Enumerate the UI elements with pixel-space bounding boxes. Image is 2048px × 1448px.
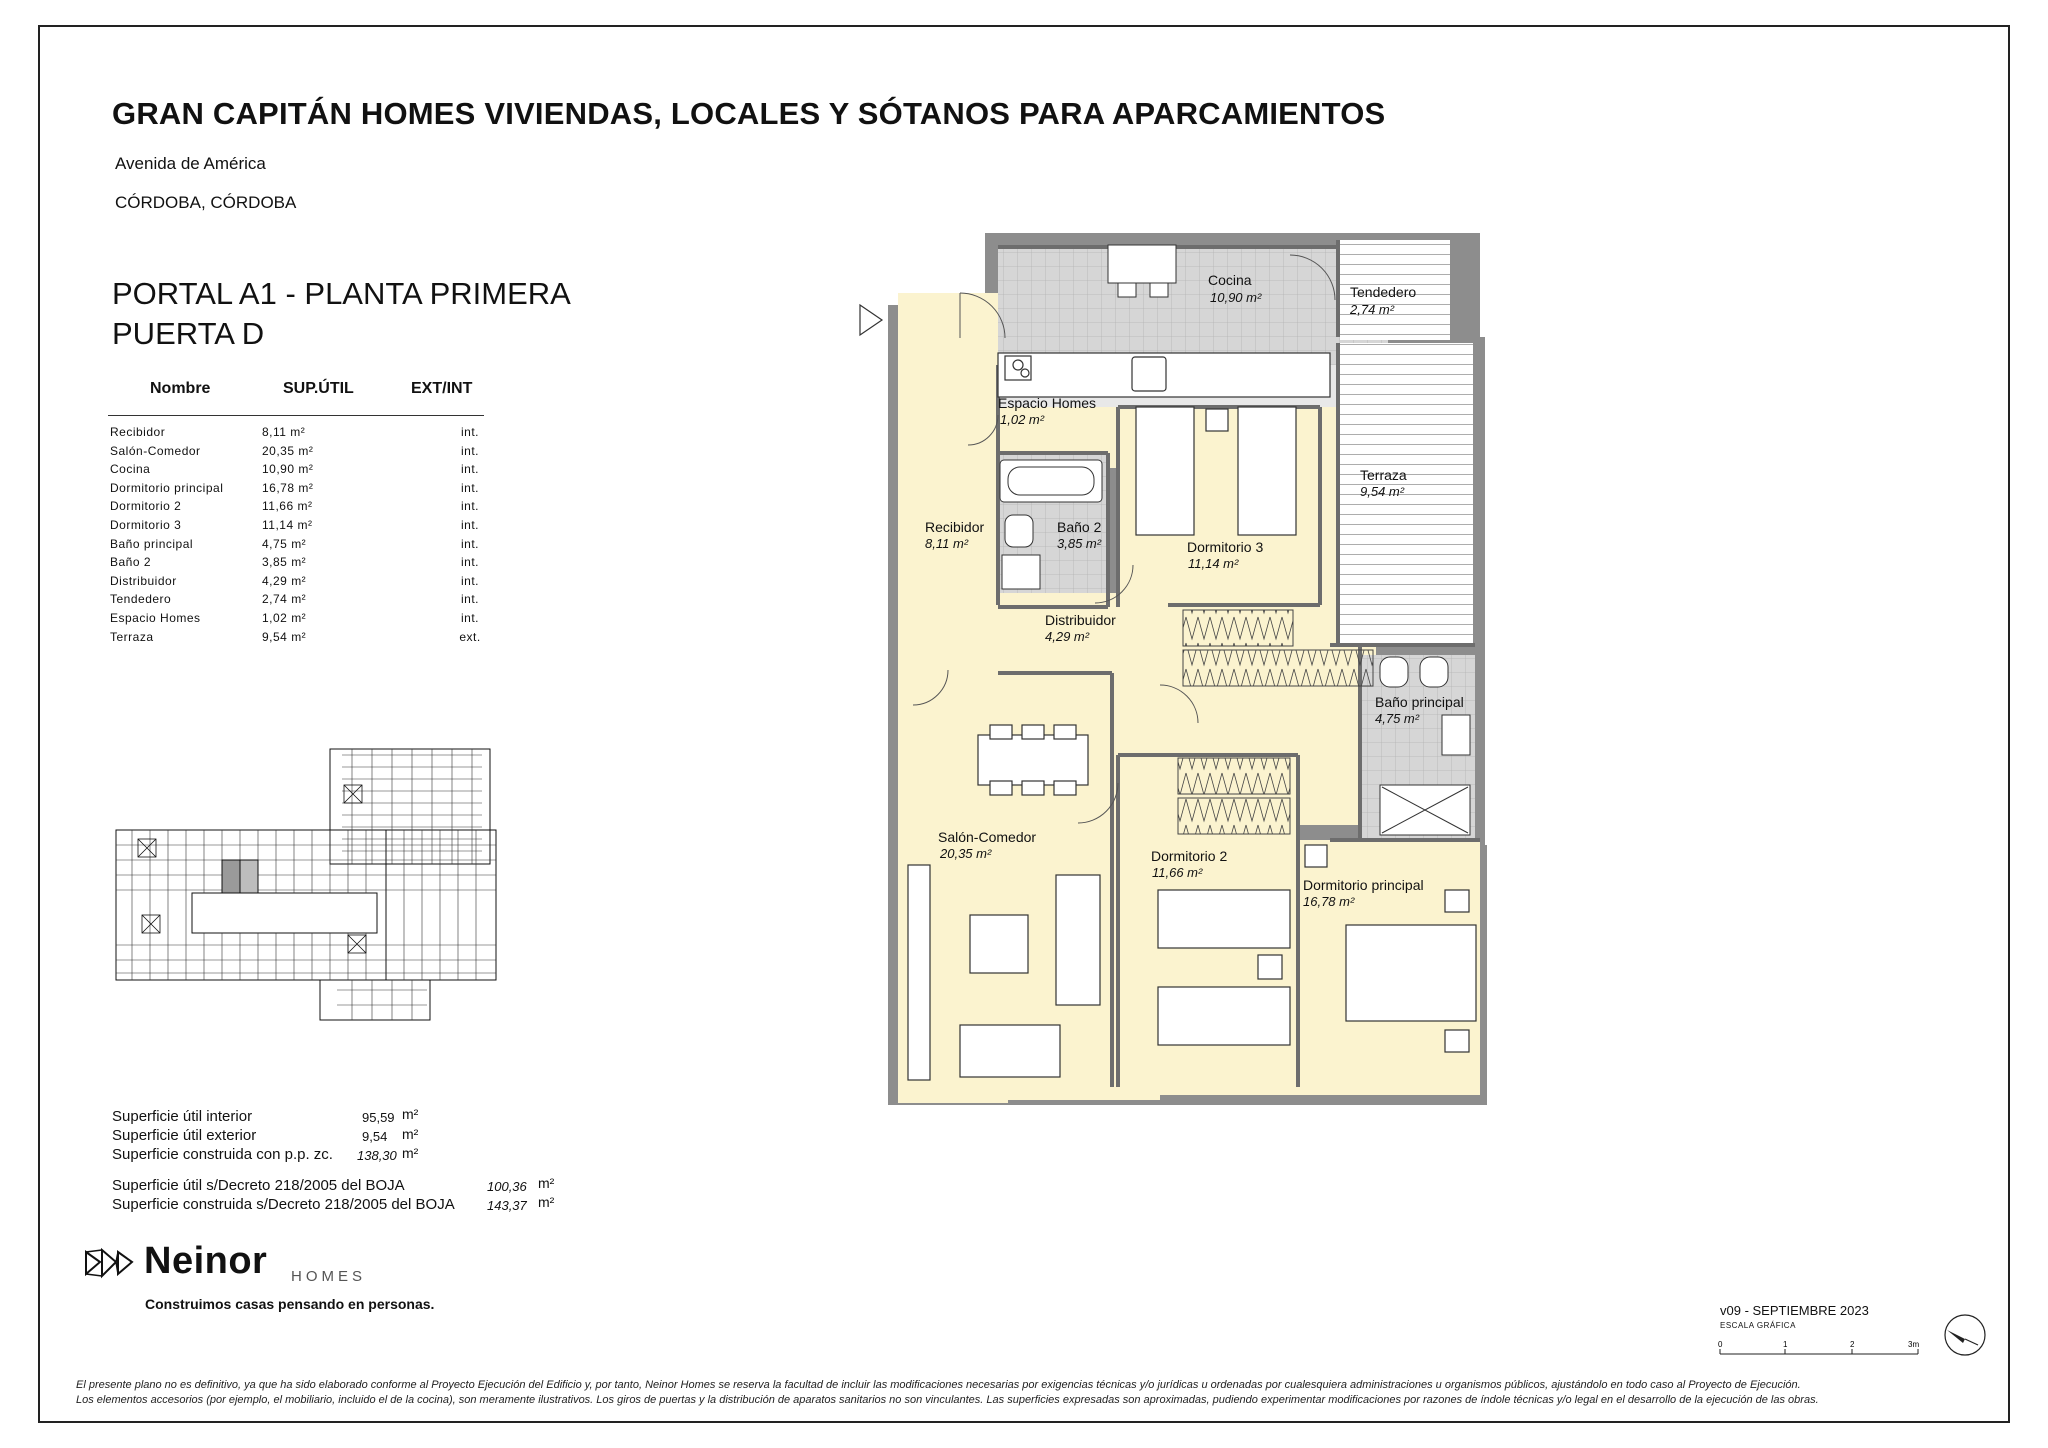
table-row xyxy=(110,535,510,554)
room-label-cocina: Cocina xyxy=(1208,272,1252,288)
room-name-cell: Baño 2 xyxy=(110,555,152,570)
floor-plan xyxy=(850,225,1500,1105)
room-surface-cell: 11,66 m² xyxy=(262,499,313,514)
room-name-cell: Dormitorio 3 xyxy=(110,517,182,532)
room-area-dormitorio-3: 11,14 m² xyxy=(1188,556,1239,571)
north-arrow-icon xyxy=(1942,1312,1988,1358)
room-extint-cell: ext. xyxy=(459,629,481,644)
table-row xyxy=(110,590,510,609)
room-label-salon-comedor: Salón-Comedor xyxy=(938,829,1037,845)
site-key-plan xyxy=(112,745,512,1030)
room-surface-cell: 2,74 m² xyxy=(262,592,307,607)
room-extint-cell: int. xyxy=(460,610,479,625)
table-row xyxy=(110,516,510,535)
summary-interior-label: Superficie útil interior xyxy=(112,1108,253,1125)
room-name-cell: Tendedero xyxy=(110,592,172,607)
neinor-logo-icon xyxy=(84,1246,134,1280)
room-surface-cell: 10,90 m² xyxy=(262,462,314,477)
table-row xyxy=(110,479,510,498)
room-name-cell: Terraza xyxy=(110,629,154,644)
brand-suffix: HOMES xyxy=(291,1268,367,1285)
room-name-cell: Espacio Homes xyxy=(110,610,201,625)
page-title: GRAN CAPITÁN HOMES VIVIENDAS, LOCALES Y SÓTANOS PARA APARCAMIENTOS xyxy=(112,96,1386,131)
room-name-cell: Distribuidor xyxy=(110,573,177,588)
disclaimer-line-2: Los elementos accesorios (por ejemplo, el mobiliario, incluido el de la cocina), son meramente ilustrativos. Los giros de puertas y la distribución de aparatos sanitarios no son vinculantes. Las superficies expresadas son aproximadas, pudiendo experimentar modificaciones por razones de índole técnicas y/o legal en el desarrollo de la ejecución de las obras. xyxy=(76,1394,1819,1406)
summary-boja-useful-value: 100,36 xyxy=(487,1179,527,1194)
table-header-name: Nombre xyxy=(150,380,211,397)
room-area-espacio-homes: 1,02 m² xyxy=(1000,412,1045,427)
room-surface-cell: 3,85 m² xyxy=(262,555,307,570)
summary-exterior-unit: m² xyxy=(402,1126,419,1142)
room-extint-cell: int. xyxy=(460,462,479,477)
room-name-cell: Salón-Comedor xyxy=(110,443,201,458)
summary-interior-unit: m² xyxy=(402,1106,419,1122)
room-area-salon-comedor: 20,35 m² xyxy=(940,846,992,861)
room-area-dormitorio-2: 11,66 m² xyxy=(1152,865,1203,880)
unit-door: PUERTA D xyxy=(112,316,265,351)
table-row xyxy=(110,553,510,572)
disclaimer xyxy=(76,1378,1996,1408)
room-label-dormitorio-3: Dormitorio 3 xyxy=(1187,539,1264,555)
scale-tick-2: 2 xyxy=(1850,1340,1855,1349)
room-extint-cell: int. xyxy=(460,425,479,439)
summary-built-value: 138,30 xyxy=(357,1148,397,1163)
room-surface-cell: 1,02 m² xyxy=(262,610,307,625)
room-area-distribuidor: 4,29 m² xyxy=(1045,629,1090,644)
room-label-distribuidor: Distribuidor xyxy=(1045,612,1116,628)
room-extint-cell: int. xyxy=(460,517,479,532)
surface-table xyxy=(110,423,510,646)
summary-built-label: Superficie construida con p.p. zc. xyxy=(112,1146,333,1163)
table-header-surface: SUP.ÚTIL xyxy=(283,380,354,397)
table-row xyxy=(110,423,510,442)
room-extint-cell: int. xyxy=(460,592,479,607)
address-street: Avenida de América xyxy=(115,154,266,173)
room-label-tendedero: Tendedero xyxy=(1350,284,1417,300)
room-area-cocina: 10,90 m² xyxy=(1210,290,1262,305)
table-row xyxy=(110,460,510,479)
room-area-bano-2: 3,85 m² xyxy=(1057,536,1102,551)
room-area-bano-principal: 4,75 m² xyxy=(1375,711,1420,726)
table-row xyxy=(110,442,510,461)
room-label-espacio-homes: Espacio Homes xyxy=(998,395,1097,411)
room-extint-cell: int. xyxy=(460,536,479,551)
room-name-cell: Dormitorio principal xyxy=(110,480,224,495)
summary-boja-built-label: Superficie construida s/Decreto 218/2005 del BOJA xyxy=(112,1196,455,1213)
summary-exterior-label: Superficie útil exterior xyxy=(112,1127,257,1144)
summary-exterior-value: 9,54 xyxy=(362,1129,388,1144)
room-surface-cell: 4,29 m² xyxy=(262,573,307,588)
room-label-bano-principal: Baño principal xyxy=(1375,694,1464,710)
table-row xyxy=(110,497,510,516)
room-surface-cell: 8,11 m² xyxy=(262,425,306,439)
scale-tick-3: 3m xyxy=(1908,1340,1920,1349)
room-name-cell: Cocina xyxy=(110,462,151,477)
room-label-terraza: Terraza xyxy=(1360,467,1407,483)
graphic-scale-bar xyxy=(1716,1340,1926,1364)
room-name-cell: Dormitorio 2 xyxy=(110,499,182,514)
room-extint-cell: int. xyxy=(460,555,479,570)
room-surface-cell: 16,78 m² xyxy=(262,480,314,495)
unit-portal: PORTAL A1 - PLANTA PRIMERA xyxy=(112,276,571,311)
summary-boja-built-unit: m² xyxy=(538,1194,555,1210)
room-label-recibidor: Recibidor xyxy=(925,519,985,535)
room-extint-cell: int. xyxy=(460,573,479,588)
brand-tagline: Construimos casas pensando en personas. xyxy=(145,1296,435,1312)
table-row xyxy=(110,628,510,647)
room-area-dormitorio-principal: 16,78 m² xyxy=(1303,894,1355,909)
room-label-dormitorio-2: Dormitorio 2 xyxy=(1151,848,1228,864)
room-extint-cell: int. xyxy=(460,499,479,514)
room-name-cell: Recibidor xyxy=(110,425,166,439)
scale-label: ESCALA GRÁFICA xyxy=(1720,1321,1796,1330)
table-rule xyxy=(108,415,484,416)
room-area-recibidor: 8,11 m² xyxy=(925,536,969,551)
summary-interior-value: 95,59 xyxy=(362,1110,395,1125)
table-row xyxy=(110,609,510,628)
summary-boja-useful-label: Superficie útil s/Decreto 218/2005 del BOJA xyxy=(112,1177,405,1194)
plan-version: v09 - SEPTIEMBRE 2023 xyxy=(1720,1303,1869,1318)
room-label-dormitorio-principal: Dormitorio principal xyxy=(1303,877,1424,893)
address-city: CÓRDOBA, CÓRDOBA xyxy=(115,193,297,212)
room-extint-cell: int. xyxy=(460,443,479,458)
room-surface-cell: 4,75 m² xyxy=(262,536,307,551)
room-extint-cell: int. xyxy=(460,480,479,495)
room-area-tendedero: 2,74 m² xyxy=(1350,302,1395,317)
scale-tick-1: 1 xyxy=(1783,1340,1788,1349)
disclaimer-line-1: El presente plano no es definitivo, ya que ha sido elaborado conforme al Proyecto Ejecución del Edificio y, por tanto, Neinor Homes se reserva la facultad de incluir las modificaciones necesarias por exigencias técnicas y/o jurídicas u ordenadas por cualesquiera administraciones u organismos públicos, ajustándolo en todo caso al Proyecto de Ejecución. xyxy=(76,1379,1801,1391)
summary-built-unit: m² xyxy=(402,1145,419,1161)
room-surface-cell: 11,14 m² xyxy=(262,517,313,532)
room-label-bano-2: Baño 2 xyxy=(1057,519,1102,535)
scale-tick-0: 0 xyxy=(1718,1340,1723,1349)
summary-boja-useful-unit: m² xyxy=(538,1175,555,1191)
table-header-extint: EXT/INT xyxy=(411,380,473,397)
room-surface-cell: 20,35 m² xyxy=(262,443,314,458)
table-row xyxy=(110,572,510,591)
room-area-terraza: 9,54 m² xyxy=(1360,484,1405,499)
summary-boja-built-value: 143,37 xyxy=(487,1198,527,1213)
room-surface-cell: 9,54 m² xyxy=(262,629,307,644)
room-name-cell: Baño principal xyxy=(110,536,194,551)
brand-name: Neinor xyxy=(144,1240,268,1282)
